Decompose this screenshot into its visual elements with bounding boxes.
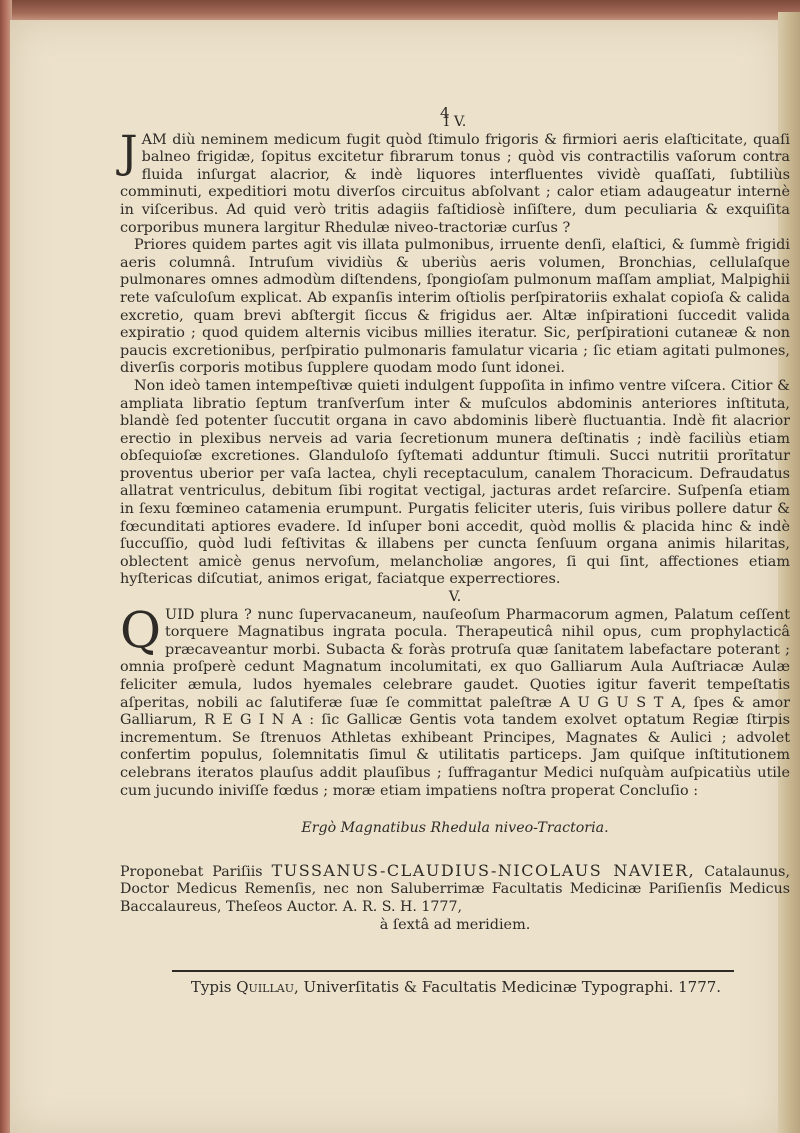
section-heading-v: V.: [448, 589, 462, 606]
paragraph-1-text: AM diù neminem medicum fugit quòd ſtimulo frigoris & firmiori aeris elaſticitate, quaſi balneo frigidæ, ſopitus excitetur fibrarum tonus ; quòd vis contractilis vaſorum contra fluida inſurgat alacrior, & indè liquores interfluentes vividè quaſſati, ſubtiliùs comminuti, expeditiori motu diverſos circuitus abſolvant ; calor etiam adaugeatur internè in viſceribus. Ad quid verò tritis adagiis faſtidiosè inſiſtere, dum peculiaria & exquiſita corporibus munera largitur Rhedulæ niveo-tractoriæ curſus ?: [120, 131, 790, 236]
conclusio: Ergò Magnatibus Rhedula niveo-Tractoria.: [301, 820, 609, 837]
printer-rest: Univerſitatis & Facultatis Medicinæ Typographi. 1777.: [303, 978, 722, 996]
paragraph-1: [120, 126, 790, 238]
proponebat-prefix: Proponebat Pariſiis: [120, 863, 263, 880]
proponebat-details: Catalaunus, Doctor Medicus Remenſis, nec non Saluberrimæ Facultatis Medicinæ Pariſienſis Medicus Baccalaureus, Theſeos Auctor. A. R. S. H. 1777,: [120, 863, 790, 915]
proponebat-time: à ſextâ ad meridiem.: [379, 916, 531, 933]
drop-cap-q: Q: [120, 600, 161, 659]
paragraph-2: Priores quidem partes agit vis illata pulmonibus, irruente denſi, elaſtici, & ſummè frigidi aeris columnâ. Intruſum vividiùs & uberiùs aeris volumen, Bronchias, cellulaſque pulmonares omnes admodùm diſtendens, ſpongioſam pulmonum maſſam ampliat, Malpighii rete vaſculoſum explicat. Ab expanſis interim oſtiolis perſpiratoriis exhalat copioſa & calida excretio, quam brevi abſtergit ſiccus & frigidus aer. Altæ inſpirationi ſuccedit valida expiratio ; quod quidem alternis vicibus millies iteratur. Sic, perſpirationi cutaneæ & non paucis excretionibus, perſpiratio pulmonaris famulatur vicaria ; ſic etiam agitati pulmones, diverſis corporis motibus ſupplere quodam modo ſunt idonei.: [120, 237, 790, 377]
page-number: 4: [440, 104, 450, 122]
drop-cap-j: J: [120, 126, 138, 178]
printer-name: Quillau,: [236, 978, 299, 996]
paragraph-3: Non ideò tamen intempeſtivæ quieti indulgent ſuppoſita in infimo ventre viſcera. Citior & ampliata libratio ſeptum tranſverſum inter & muſculos abdominis anteriores inſtituta, blandè ſed potenter ſuccutit organa in cavo abdominis liberè fluctuantia. Indè fit alacrior erectio in plexibus nerveis ad varia ſecretionum munera deſtinatis ; indè faciliùs etiam obſequioſæ excretiones. Glanduloſo ſyſtemati adduntur ſtimuli. Succi nutritii prorītatur proventus uberior per vaſa lactea, chyli receptaculum, canalem Thoracicum. Defraudatus allatrat ventriculus, debitum ſibi rogitat vectigal, jacturas ardet reſarcire. Suſpenſa etiam in ſexu fœmineo catamenia erumpunt. Purgatis feliciter uteris, ſuis viribus pollere datur & fœcunditati aptiores evadere. Id inſuper boni accedit, quòd mollis & placida hinc & indè ſuccuſſio, quòd ludi feſtivitas & illabens per cuncta ſenſuum organa animis hilaritas, oblectent amicè genus nervoſum, melancholiæ angores, ſi qui ſint, affectiones etiam hyſtericas diſcutiat, animos erigat, faciatque experrectiores.: [120, 377, 790, 588]
section-heading-iv: I V.: [443, 114, 467, 130]
page-text: [120, 100, 790, 934]
paragraph-4-text: UID plura ? nunc ſupervacaneum, nauſeoſum Pharmacorum agmen, Palatum ceſſent torquere Magnatibus ingrata pocula. Therapeuticâ nihil opus, cum prophylacticâ præcaveantur morbi. Subacta & foràs protruſa quæ ſanitatem labefactare poterant ; omnia proſperè cedunt Magnatum incolumitati, ex quo Galliarum Aula Auſtriacæ Aulæ feliciter æmula, ludos hyemales celebrare gaudet. Quoties igitur faverit tempeſtatis aſperitas, nobili ac ſalutiferæ ſuæ ſe committat paleſtræ A U G U S T A, ſpes & amor Galliarum, R E G I N A : ſic Gallicæ Gentis vota tandem exolvet optatum Regiæ ſtirpis incrementum. Se ſtrenuos Athletas exhibeant Principes, Magnates & Aulici ; advolet confertim populus, ſolemnitatis ſimul & utilitatis particeps. Jam quiſque inſtitutionem celebrans iteratos plauſus addit plauſibus ; ſuffragantur Medici nuſquàm auſpicatiùs utile cum jucundo iniviſſe fœdus ; moræ etiam impatiens noſtra properat Concluſio :: [120, 606, 790, 799]
printer-rule: [172, 970, 734, 972]
printer-prefix: Typis: [190, 978, 232, 996]
proponebat-block: [120, 862, 790, 917]
paragraph-4: [120, 600, 790, 801]
book-binding-top: [0, 0, 800, 22]
author-name: TUSSANUS-CLAUDIUS-NICOLAUS NAVIER,: [271, 860, 696, 880]
printer-line: [176, 978, 736, 996]
